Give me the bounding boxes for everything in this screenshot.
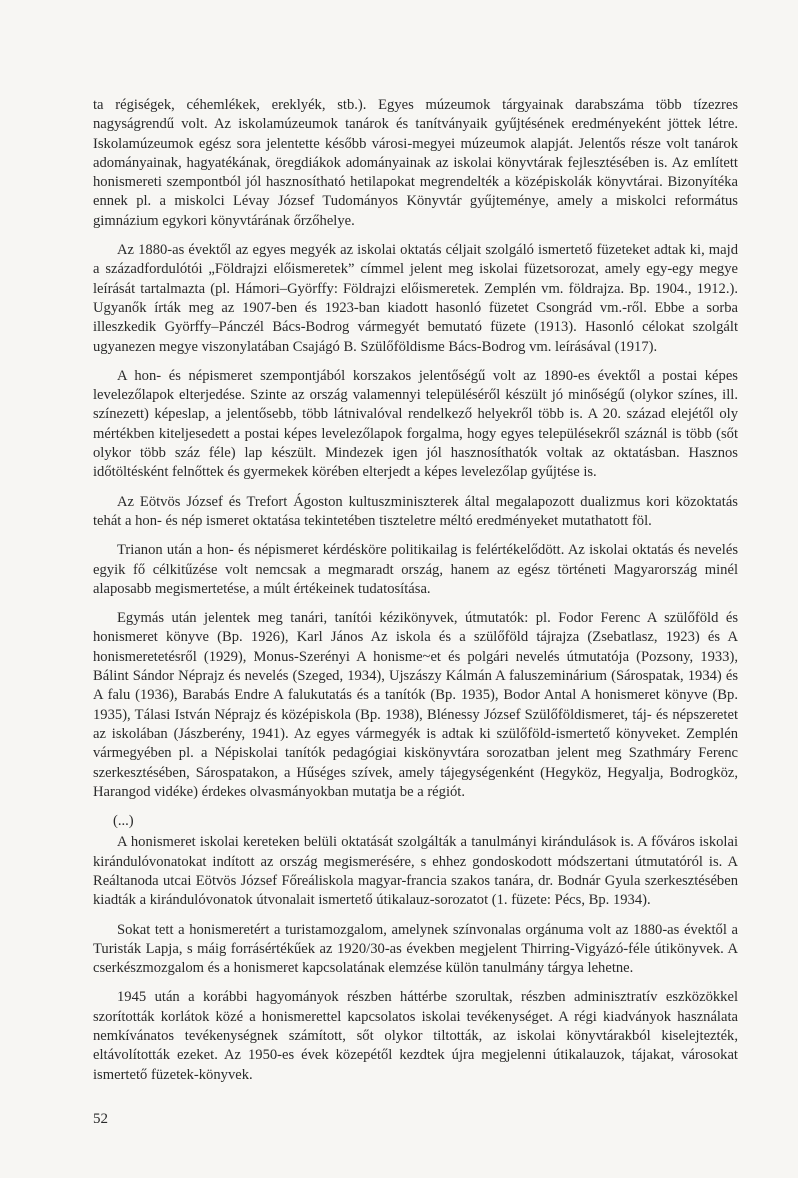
paragraph-continuation: ta régiségek, céhemlékek, ereklyék, stb.). Egyes múzeumok tárgyainak darabszáma több tízezres nagyságrendű volt. Az iskolamúzeumok tanárok és tanítványaik gyűjtésének eredményeként jöttek létre. Iskolamúzeumok egész sora jelentette később városi-megyei múzeumok alapját. Jelentős része volt tanárok adományainak, hagyatékának, öregdiákok adományainak az iskolai könyvtárak fejlesztésében is. Az említett honismereti szempontból jól hasznosítható hetilapokat megrendelték a középiskolák könyvtárai. Bizonyítéka ennek pl. a miskolci Lévay József Tudományos Könyvtár gyűjteménye, amely a miskolci református gimnázium egykori könyvtárának őrzőhelye. — [93, 97, 738, 229]
paragraph-trianon: Trianon után a hon- és népismeret kérdésköre politikailag is felértékelődött. Az iskolai oktatás és nevelés egyik fő célkitűzése volt nemcsak a megmaradt ország, hanem az egész történeti Magyarország minél alaposabb megismertetése, a múlt értékeinek tudatosítása. — [93, 542, 738, 597]
paragraph-postcards: A hon- és népismeret szempontjából korszakos jelentőségű volt az 1890-es évektől a postai képes levelezőlapok elterjedése. Szinte az ország valamennyi településéről készült jó minőségű (olykor színes, ill. színezett) képeslap, a jelentősebb, több látnivalóval rendelkező helyekről több is. A 20. század elejétől oly mértékben kiteljesedett a postai képes levelezőlapok forgalma, hogy egyes településekről száznál is több (sőt olykor több száz féle) lap készült. Mindezek igen jól hasznosíthatók voltak az oktatásban. Hasznos időtöltésként felnőttek és gyermekek körében elterjedt a képes levelezőlap gyűjtése is. — [93, 367, 738, 481]
paragraph-county-booklets: Az 1880-as évektől az egyes megyék az iskolai oktatás céljait szolgáló ismertető füzeteket adtak ki, majd a századfordulótói „Földrajzi előismeretek” címmel jelent meg iskolai füzetsorozat, amely egy-egy megye leírását tartalmazta (pl. Hámori–Györffy: Földrajzi előismeretek. Zemplén vm. földrajza. Bp. 1904., 1912.). Ugyanők írták meg az 1907-ben és 1923-ban kiadott hasonló füzetet Csongrád vm.-ről. Ebbe a sorba illeszkedik Györffy–Pánczél Bács-Bodrog vármegyét bemutató füzete (1913). Hasonló célokat szolgált ugyanezen megye viszonylatában Csajágó B. Szülőföldisme Bács-Bodrog vm. leírásával (1917). — [93, 242, 738, 355]
body-text — [93, 96, 738, 1095]
paragraph-tourism: Sokat tett a honismeretért a turistamozgalom, amelynek színvonalas orgánuma volt az 1880-as évektől a Turisták Lapja, s máig forrásértékűek az 1920/30-as években megjelent Thirring-Vigyázó-féle útikönyvek. A cserkészmozgalom és a honismeret kapcsolatának elemzése külön tanulmány tárgya lehetne. — [93, 921, 738, 977]
page-number: 52 — [93, 1111, 108, 1127]
paragraph-handbooks: Egymás után jelentek meg tanári, tanítói kézikönyvek, útmutatók: pl. Fodor Ferenc A szülőföld és honismeret könyve (Bp. 1926), Karl János Az iskola és a szülőföld tájrajza (Zsebatlasz, 1923) és A honismeretetésről (1929), Monus-Szerényi A honisme~et és polgári nevelés útmutatója (Pozsony, 1933), Bálint Sándor Néprajz és nevelés (Szeged, 1934), Ujszászy Kálmán A faluszeminárium (Sárospatak, 1934) és A falu (1936), Barabás Endre A falukutatás és a tanítók (Bp. 1935), Bodor Antal A honismeret könyve (Bp. 1935), Tálasi István Néprajz és középiskola (Bp. 1938), Blénessy József Szülőföldismeret, táj- és népszeretet az iskolában (Jászberény, 1941). Az egyes vármegyék is adtak ki szülőföld-ismertető könyveket. Zemplén vármegyében pl. a Népiskolai tanítók pedagógiai kiskönyvtára sorozatban jelent meg Szathmáry Ferenc szerkesztésében, Sárospatakon, a Hűséges szívek, amely tájegységenként (Hegyköz, Hegyalja, Bodrogköz, Harangod vidéke) érdekes olvasmányokban mutatja be a régiót. — [93, 610, 738, 800]
paragraph-ellipsis: (...) — [113, 813, 134, 830]
paragraph-excursions: A honismeret iskolai kereteken belüli oktatását szolgálták a tanulmányi kirándulások is. A főváros iskolai kirándulóvonatokat indított az ország megismerésére, s ehhez gondoskodott módszertani útmutatóról is. A Reáltanoda utcai Eötvös József Főreáliskola magyar-francia szakos tanára, dr. Bodnár Gyula szerkesztésében kiadták a kirándulóvonatok útvonalait ismertető útikalauz-sorozatot (1. füzete: Pécs, Bp. 1934). — [93, 834, 738, 909]
paragraph-dualism-education: Az Eötvös József és Trefort Ágoston kultuszminiszterek által megalapozott dualizmus kori közoktatás tehát a hon- és nép ismeret oktatása tekintetében tiszteletre méltó eredményeket mutathatott föl. — [93, 493, 738, 529]
paragraph-after-1945: 1945 után a korábbi hagyományok részben háttérbe szorultak, részben adminisztratív eszközökkel szorították korlátok közé a honismerettel kapcsolatos iskolai tevékenységet. A régi kiadványok használata nemkívánatos tevékenységnek számított, sőt olykor tiltották, az iskolai könyvtárakból kiselejtezték, eltávolították ezeket. Az 1950-es évek közepétől kezdtek újra megjelenni útikalauzok, tájakat, városokat ismertető füzetek-könyvek. — [93, 989, 738, 1083]
